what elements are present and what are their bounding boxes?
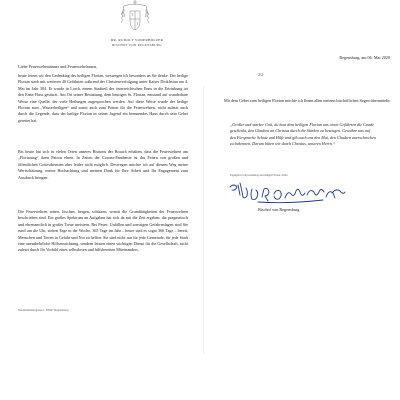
blessing-intro: Mit dem Gebet zum heiligen Florian möchte ich Ihnen allen meinen bischöflichen Segen übermitteln: — [224, 98, 391, 103]
page-number: 2/2 — [258, 72, 264, 77]
sender-title: BISCHOF VON REGENSBURG — [112, 42, 162, 47]
salutation: Liebe Feuerwehrmänner und Feuerwehrfrauen, — [18, 64, 98, 69]
prayer-quote: „Großer und starker Gott, du hast dem heiligen Florian uns einen Gefährten die Gnade geschenkt, den Glauben an Christus durch die Stürken zu bezeugen. Gewähre uns auf den Fürsprache Schutz und Hilfe und gib auch uns den Mut, den Glauben unerschrocken zu bekennen. Darum bitten wir durch Christus, unseren Herrn.“ — [230, 122, 376, 147]
prayer-source-note: Tagesgebet vom Gedenktag des heiligen Florian, 4.Mai — [230, 174, 288, 177]
body-paragraph: Bis heute hat sich in vielen Orten unseres Bistums der Brauch erhalten, dass die Feuerwehren am „Floriantag“ ihren Patron ehren. In Zeiten der Corona-Pandemie ist das Feiern von großen und öffentlichen Gottesdiensten aber leider nicht möglich. Deswegen möchte ich auf diesem Weg meine Wertschätzung, meine Hochachtung und meinen Dank für Ihre Arbeit und Ihr Engagement zum Ausdruck bringen. — [18, 149, 188, 180]
body-paragraph: heute feiern wir den Gedenktag des heiligen Florian, weswegen ich besonders an Sie denke. Der heilige Florian starb mit weiteren 40 Gefährten während der Christenverfolgung unter Kaiser Diokletian am 4. Mai im Jahr 304. Er wurde in Lorch, einem Stadtteil des österreichischen Enns in die Ertrinkung tot den Enns-Fluss gestürzt. Am Ort seiner Bestattung, dem heutigen St. Florian, entstand auf wunderbare Weise eine Quelle, der viele Heilungen zugesprochen werden. Auf diese Weise wurde der heilige Florian zum „Wasserheiligen“ und somit auch zum Patron für die Feuerwehren, nicht zuletzt auch durch die Legende, dass der heilige Florian in seiner Jugend ein brennendes Haus durch sein Gebet gerettet hat. — [18, 73, 188, 123]
dateline: Regensburg, am 06. Mai 2020 — [339, 55, 390, 60]
body-paragraph: Die Feuerwehren retten, löschen, bergen, schützen, womit die Grundtätigkeiten der Feuerwehren beschrieben sind. Ein großes Spektrum an Aufgaben hat sich da mit die Zeit ergeben, die pragmatisch und ehrenamtlich in großer Treue meistern. Bei Feuer, Unfällen und sonstigen Gefahrenlagen sind Sie rund um die Uhr, sieben Tage in der Woche, 365 Tage im Jahr – heuer sind es sogar 366 Tage – bereit, Menschen und Tieren in Gefahr und Not zu helfen. Sie sind nicht nur für jede Gemeinde, für jede Stadt eine unentbehrliche Hilfseinrichtung, sondern leisten einen wichtigen Dienst für die Gesellschaft, nicht zuletzt durch Ihr Vorbild eines selbstlosen und hilfsbereiten Miteinanders. — [18, 209, 188, 253]
signature-title: Bischof von Regensburg — [258, 207, 300, 212]
bishop-coat-of-arms-icon — [120, 0, 150, 39]
sender-name: DR. RUDOLF VODERHOLZER — [110, 38, 164, 42]
handwritten-signature-icon — [228, 179, 360, 209]
address-footer: Niedermünstergasse 1, 93047 Regensburg — [18, 308, 69, 312]
